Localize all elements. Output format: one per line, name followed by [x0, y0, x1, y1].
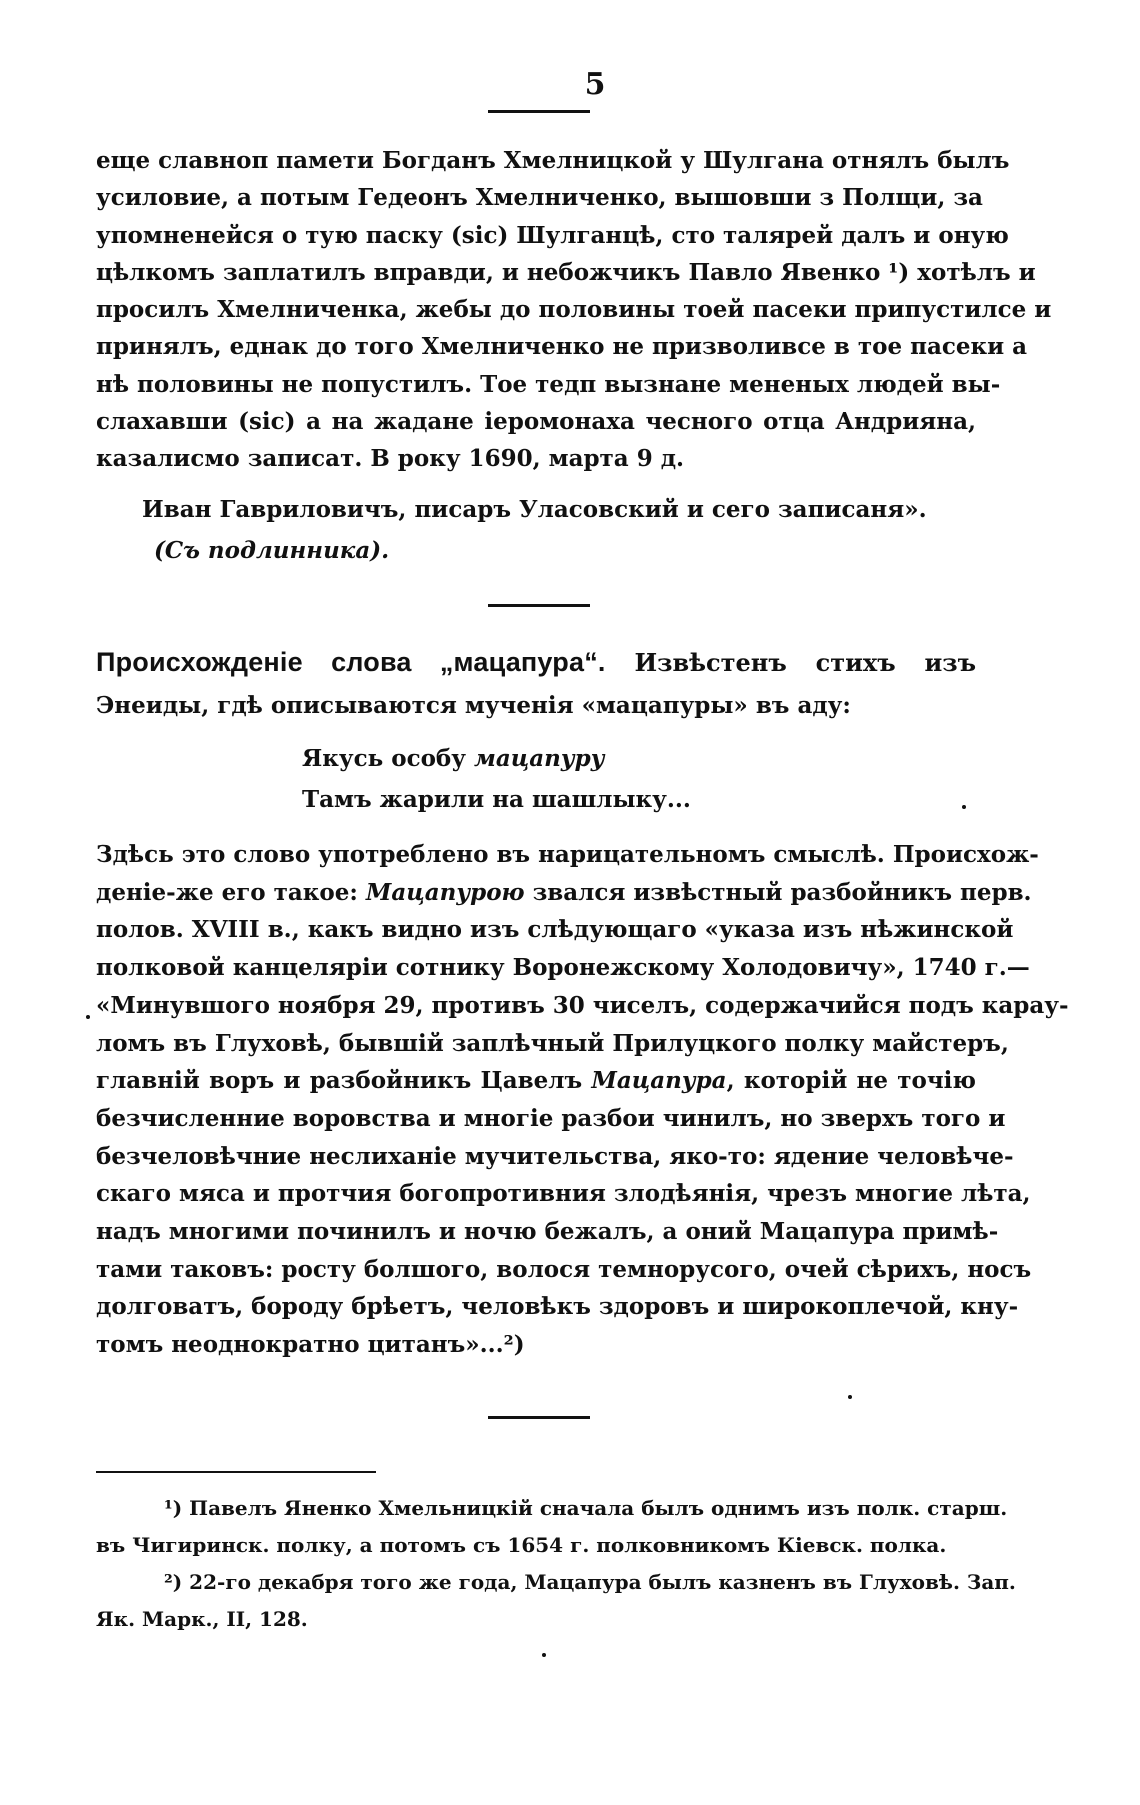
print-speck	[542, 1653, 546, 1657]
section-heading: Происхожденіе слова „мацапура“.	[96, 647, 606, 677]
section-body	[96, 836, 1069, 1364]
body-line: полов. XVIII в., какъ видно изъ слѣдующаго «указа изъ нѣжинской	[96, 916, 1014, 944]
body-line: томъ неоднократно цитанъ»...²)	[96, 1331, 525, 1359]
letter-signature: Иван Гавриловичъ, писаръ Уласовский и сего записаня».	[142, 496, 927, 523]
body-line: тами таковъ: росту болшого, волося темнорусого, очей сѣрихъ, носъ	[96, 1255, 1032, 1283]
footnote-rule	[96, 1471, 376, 1473]
footnote-2-line: ²) 22-го декабря того же года, Мацапура былъ казненъ въ Глуховѣ. Зап.	[164, 1570, 1016, 1594]
page-number: 5	[584, 67, 606, 102]
section-intro-line2: Энеиды, гдѣ описываются мученія «мацапуры» въ аду:	[96, 692, 851, 719]
verse-line	[302, 745, 604, 772]
section-end-rule	[488, 1416, 590, 1419]
source-note: (Съ подлинника).	[154, 537, 390, 564]
footnote-2-line: Як. Марк., II, 128.	[96, 1607, 308, 1631]
body-line: безчеловѣчние неслиханіе мучительства, яко-то: ядение человѣче-	[96, 1142, 1014, 1170]
letter-line: еще славноп памети Богданъ Хмелницкой у Шулгана отнялъ былъ	[96, 147, 1010, 174]
footnote-1-line: въ Чигиринск. полку, а потомъ съ 1654 г. полковникомъ Кіевск. полка.	[96, 1533, 947, 1557]
verse-line1-italic: мацапуру	[474, 745, 605, 772]
body-italic: Мацапурою	[365, 878, 525, 906]
body-line: «Минувшого ноября 29, противъ 30 чиселъ, содержачийся подъ карау-	[96, 991, 1069, 1019]
footnote-1-line: ¹) Павелъ Яненко Хмельницкій сначала былъ однимъ изъ полк. старш.	[164, 1496, 1008, 1520]
print-speck	[962, 805, 966, 809]
body-text: главній воръ и разбойникъ Цавелъ	[96, 1067, 592, 1095]
letter-text	[96, 142, 1052, 478]
body-text: звался извѣстный разбойникъ перв.	[524, 878, 1032, 906]
section-intro-line	[96, 647, 976, 678]
letter-line: принялъ, еднак до того Хмелниченко не призволивсе в тое пасеки а	[96, 333, 1028, 361]
section-divider	[488, 604, 590, 607]
verse-line1-prefix: Якусь особу	[302, 745, 474, 772]
body-line: ломъ въ Глуховѣ, бывшій заплѣчный Прилуцкого полку майстеръ,	[96, 1029, 1009, 1057]
body-line: долговатъ, бороду брѣетъ, человѣкъ здоровъ и широкоплечой, кну-	[96, 1293, 1019, 1321]
letter-line: просилъ Хмелниченка, жебы до половины тоей пасеки припустилсе и	[96, 296, 1052, 324]
body-line: скаго мяса и протчия богопротивния злодѣянія, чрезъ многие лѣта,	[96, 1180, 1031, 1208]
letter-line: цѣлкомъ заплатилъ вправди, и небожчикъ Павло Явенко ¹) хотѣлъ и	[96, 258, 1036, 286]
page-number-rule	[488, 110, 590, 113]
letter-line: усиловие, а потым Гедеонъ Хмелниченко, вышовши з Полщи, за	[96, 184, 983, 212]
body-line: надъ многими починилъ и ночю бежалъ, а оний Мацапура примѣ-	[96, 1218, 999, 1246]
section-intro-rest: Извѣстенъ стихъ изъ	[634, 648, 977, 677]
verse-line: Тамъ жарили на шашлыку...	[302, 786, 691, 813]
letter-line-last: слахавши (sic) а на жадане іеромонаха чесного отца Андрияна, казалисмо записат. В року 1690, марта 9 д.	[96, 408, 976, 473]
body-line: безчисленние воровства и многіе разбои чинилъ, но зверхъ того и	[96, 1104, 1006, 1132]
footnotes	[96, 1490, 1016, 1638]
body-line	[96, 1062, 976, 1100]
body-line: полковой канцеляріи сотнику Воронежскому Холодовичу», 1740 г.—	[96, 954, 1030, 982]
body-text: деніе-же его такое:	[96, 878, 366, 906]
body-italic: Мацапура	[591, 1067, 727, 1095]
body-text: , которій не точію	[726, 1067, 977, 1095]
print-speck	[848, 1395, 852, 1399]
body-line	[96, 874, 1032, 912]
body-line: Здѣсь это слово употреблено въ нарицательномъ смыслѣ. Происхож-	[96, 841, 1039, 868]
letter-line: нѣ половины не попустилъ. Тое тедп вызнане мененых людей вы-	[96, 370, 1001, 398]
letter-line: упомненейся о тую паску (sic) Шулганцѣ, сто талярей далъ и оную	[96, 221, 1009, 249]
print-speck	[86, 1015, 90, 1019]
